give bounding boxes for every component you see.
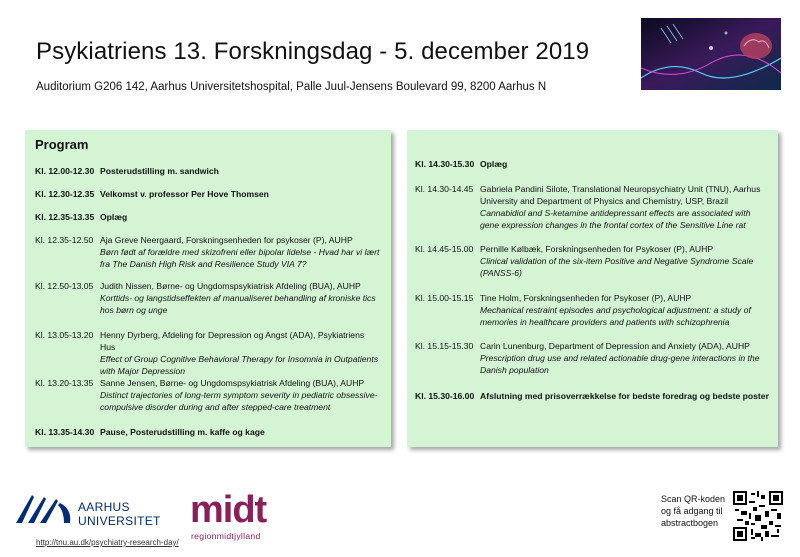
qr-code-icon[interactable]	[733, 491, 783, 541]
entry-time: Kl. 13.20-13.35	[35, 378, 94, 388]
page-title: Psykiatriens 13. Forskningsdag - 5. december 2019	[36, 38, 590, 65]
qr-instructions-line3: abstractbogen	[661, 518, 719, 528]
entry-speaker: Aja Greve Neergaard, Forskningsenheden for psykoser (P), AUHP	[100, 235, 353, 245]
entry-time: Kl. 15.15-15.30	[415, 341, 474, 351]
hero-banner-image	[641, 18, 781, 90]
entry-speaker: Henny Dyrberg, Afdeling for Depression og Angst (ADA), Psykiatriens Hus	[100, 330, 365, 352]
qr-instructions	[661, 493, 725, 529]
entry-time: Kl. 12.35-12.50	[35, 235, 94, 245]
entry-talk-title: Cannabidiol and S-ketamine antidepressant effects are associated with gene expression changes in the frontal cortex of the Sensitive Line rat	[480, 208, 751, 230]
program-entry	[35, 329, 381, 377]
entry-talk-title: Korttids- og langstidseffekten af manualiseret behandling af kroniske tics hos børn og unge	[100, 293, 376, 315]
entry-talk-title: Børn født af forældre med skizofreni eller bipolar lidelse - Hvad har vi lært fra The Danish High Risk and Resilience Study VIA 7?	[100, 247, 380, 269]
program-entry	[415, 158, 770, 170]
region-midt-logo: midt	[190, 489, 267, 531]
entry-talk-title: Prescription drug use and related actionable drug-gene interactions in the Danish population	[480, 353, 760, 375]
program-entry	[415, 243, 770, 279]
program-entry	[35, 165, 381, 177]
entry-time: Kl. 13.35-14.30	[35, 427, 95, 437]
entry-time: Kl. 15.00-15.15	[415, 293, 474, 303]
program-entry	[415, 340, 770, 376]
entry-speaker: Tine Holm, Forskningsenheden for Psykoser (P), AUHP	[480, 293, 692, 303]
region-midt-subtitle: regionmidtjylland	[191, 531, 261, 541]
entry-time: Kl. 14.30-15.30	[415, 159, 475, 169]
program-entry	[415, 292, 770, 328]
au-wordmark	[78, 500, 161, 528]
entry-talk-title: Distinct trajectories of long-term symptom severity in pediatric obsessive-compulsive disorder during and after stepped-care treatment	[100, 390, 378, 412]
entry-title: Pause, Posterudstilling m. kaffe og kage	[100, 427, 265, 437]
entry-time: Kl. 12.00-12.30	[35, 166, 95, 176]
au-wordmark-line1: AARHUS	[78, 500, 130, 514]
entry-title: Afslutning med prisoverrækkelse for bedste foredrag og bedste poster	[480, 391, 769, 401]
entry-time: Kl. 15.30-16.00	[415, 391, 475, 401]
entry-time: Kl. 12.50-13.05	[35, 281, 94, 291]
qr-instructions-line2: og få adgang til	[661, 506, 723, 516]
venue-address: Auditorium G206 142, Aarhus Universitetshospital, Palle Juul-Jensens Boulevard 99, 8200 Aarhus N	[36, 81, 547, 93]
entry-title: Oplæg	[100, 212, 128, 222]
entry-time: Kl. 12.35-13.35	[35, 212, 95, 222]
entry-title: Posterudstilling m. sandwich	[100, 166, 219, 176]
entry-speaker: Gabriela Pandini Silote, Translational Neuropsychiatry Unit (TNU), Aarhus University and Department of Physics and Chemistry, USP, Brazil	[480, 184, 761, 206]
entry-speaker: Sanne Jensen, Børne- og Ungdomspsykiatrisk Afdeling (BUA), AUHP	[100, 378, 365, 388]
program-entry	[35, 280, 381, 316]
entry-title: Velkomst v. professor Per Hove Thomsen	[100, 189, 269, 199]
program-entry	[35, 211, 381, 223]
au-wordmark-line2: UNIVERSITET	[78, 514, 161, 528]
entry-time: Kl. 12.30-12.35	[35, 189, 95, 199]
entry-talk-title: Effect of Group Cognitive Behavioral Therapy for Insomnia in Outpatients with Major Depression	[100, 354, 379, 376]
entry-title: Oplæg	[480, 159, 508, 169]
qr-instructions-line1: Scan QR-koden	[661, 494, 726, 504]
entry-time: Kl. 14.45-15.00	[415, 244, 474, 254]
program-panel-left	[25, 130, 391, 447]
entry-time: Kl. 14.30-14.45	[415, 184, 474, 194]
entry-talk-title: Mechanical restraint episodes and psychological adjustment: a study of memories in healthcare providers and patients with schizophrenia	[480, 305, 751, 327]
program-entry	[35, 234, 381, 270]
entry-talk-title: Clinical validation of the six-item Positive and Negative Syndrome Scale (PANSS-6)	[480, 256, 754, 278]
entry-speaker: Carin Lunenburg, Department of Depression and Anxiety (ADA), AUHP	[480, 341, 750, 351]
program-entry	[35, 188, 381, 200]
program-entry	[35, 426, 381, 438]
program-entry	[35, 377, 381, 413]
program-panel-right	[407, 130, 778, 447]
program-heading: Program	[35, 137, 89, 152]
program-entry	[415, 390, 770, 402]
entry-time: Kl. 13.05-13.20	[35, 330, 94, 340]
entry-speaker: Pernille Kølbæk, Forskningsenheden for Psykoser (P), AUHP	[480, 244, 714, 254]
program-entry	[415, 183, 770, 231]
research-day-link[interactable]: http://tnu.au.dk/psychiatry-research-day/	[36, 538, 179, 547]
entry-speaker: Judith Nissen, Børne- og Ungdomspsykiatrisk Afdeling (BUA), AUHP	[100, 281, 361, 291]
au-seal-icon	[14, 491, 74, 525]
